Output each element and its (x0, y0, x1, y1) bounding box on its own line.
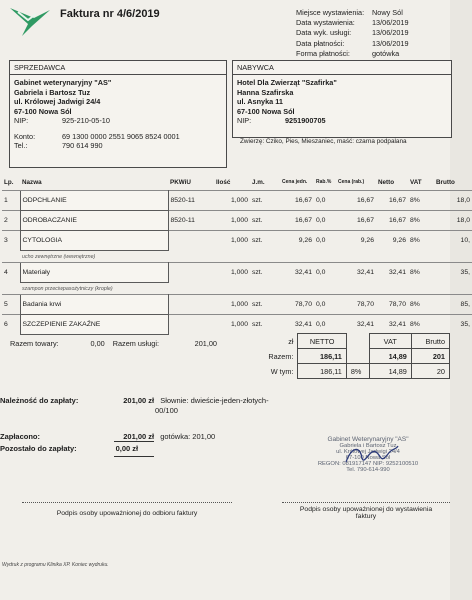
buyer-nip: NIP: 9251900705 (237, 116, 326, 125)
due-amount: 201,00 zł (123, 396, 155, 405)
clinic-stamp (312, 436, 424, 498)
table-row: 4 Materiały 1,000 szt. 32,41 0,0 32,41 32,41 8% 35, (2, 263, 472, 283)
seller-box (9, 60, 227, 168)
meta-issue-date: Data wystawienia: 13/06/2019 (296, 18, 409, 28)
col-qty: Ilość (216, 178, 231, 186)
col-netto: Netto (378, 178, 395, 186)
meta-place: Miejsce wystawienia: Nowy Sól (296, 8, 403, 17)
including-rate: 8% (346, 364, 369, 379)
including-brutto: 20 (411, 364, 449, 379)
invoice-meta (296, 8, 409, 59)
seller-owners: Gabriela i Bartosz Tuz (14, 87, 91, 97)
stamp-line: Gabriela i Bartosz Tuz (339, 443, 397, 449)
issuer-signature-caption (282, 506, 450, 520)
paid-amount: 201,00 zł (123, 432, 155, 441)
netto-header: NETTO (298, 334, 346, 349)
receiver-signature-caption: Podpis osoby upoważnionej do odbioru faktury (56, 510, 198, 517)
total-brutto: 201 (411, 349, 449, 364)
buyer-city: 67-100 Nowa Sól (237, 106, 295, 116)
table-row: 5 Badania krwi 1,000 szt. 78,70 0,0 78,70 78,70 8% 85, (2, 295, 472, 315)
stamp-line: Gabinet Weterynaryjny "AS" (327, 436, 409, 443)
remaining-label: Pozostało do zapłaty: (0, 444, 77, 453)
seller-heading: SPRZEDAWCA (10, 61, 226, 75)
stamp-line: 67-100 Nowa Sól (345, 455, 391, 461)
including-label: W tym: (270, 366, 294, 376)
issuer-caption-line2: faktury (355, 513, 377, 520)
total-vat: 14,89 (369, 349, 411, 364)
total-netto: 186,11 (298, 349, 346, 364)
handwritten-signature-icon (342, 442, 402, 468)
goods-services-totals: Razem towary: 0,00 Razem usługi: 201,00 (10, 339, 217, 348)
currency-label: zł (288, 336, 294, 346)
vat-header: VAT (369, 334, 411, 349)
table-row: 3 CYTOLOGIA 1,000 szt. 9,26 0,0 9,26 9,26 8% 10, (2, 231, 472, 251)
items-table (2, 174, 472, 335)
seller-account: Konto: 69 1300 0000 2551 9065 8524 0001 (14, 131, 180, 141)
issuer-signature-line (282, 502, 450, 503)
table-subrow: szampon przeciwpasożytniczy (krople) (22, 285, 113, 292)
col-unit: J.m. (252, 178, 265, 186)
table-row: 2 ODROBACZANIE 8520-11 1,000 szt. 16,67 0,0 16,67 16,67 8% 18,0 (2, 211, 472, 231)
col-vat: VAT (410, 178, 422, 186)
col-lp: Lp. (4, 178, 14, 186)
table-row: 1 ODPCHLANIE 8520-11 1,000 szt. 16,67 0,0 16,67 16,67 8% 18,0 (2, 191, 472, 211)
due-label: Należność do zapłaty: (0, 396, 79, 405)
seller-name: Gabinet weterynaryjny "AS" (14, 78, 112, 87)
table-row: 6 SZCZEPIENIE ZAKAŹNE 1,000 szt. 32,41 0,0 32,41 32,41 8% 35, (2, 315, 472, 335)
remaining-amount: 0,00 zł (115, 444, 139, 453)
clinic-logo-icon (8, 4, 52, 40)
invoice-title: Faktura nr 4/6/2019 (60, 8, 160, 20)
vat-summary (258, 333, 450, 379)
paid-label: Zapłacono: (0, 432, 41, 441)
stamp-line: Tel. 790-614-990 (346, 467, 390, 473)
buyer-box (232, 60, 452, 138)
stamp-line: REGON: 081917147 NIP: 9252100510 (317, 461, 419, 467)
meta-payment-date: Data płatności: 13/06/2019 (296, 38, 409, 48)
animal-note: Zwierzę: Cziko, Pies, Mieszaniec, maść: czarna podpalana (240, 138, 407, 145)
paid-method: gotówka: 201,00 (160, 432, 216, 441)
col-discount: Rab.% (316, 179, 332, 185)
including-vat: 14,89 (369, 364, 411, 379)
seller-phone: Tel.: 790 614 990 (14, 141, 103, 150)
seller-nip: NIP: 925-210-05-10 (14, 116, 110, 125)
stamp-line: ul. Królowej Jadwigi 24/4 (336, 449, 400, 455)
meta-service-date: Data wyk. usługi: 13/06/2019 (296, 28, 409, 38)
col-name: Nazwa (22, 178, 42, 186)
buyer-heading: NABYWCA (233, 61, 451, 75)
brutto-header: Brutto (411, 334, 449, 349)
buyer-street: ul. Asnyka 11 (237, 97, 283, 106)
col-price: Cena jedn. (282, 179, 308, 185)
print-footer: Wydruk z programu Klinika XP. Koniec wydruku. (2, 562, 109, 568)
amount-in-words: Słownie: dwieście-jeden-złotych- (160, 396, 269, 405)
buyer-name: Hotel Dla Zwierząt "Szafirka" (237, 78, 337, 87)
including-netto: 186,11 (298, 364, 346, 379)
seller-street: ul. Królowej Jadwigi 24/4 (14, 97, 101, 106)
col-pkwiu: PKWiU (170, 178, 191, 186)
amount-in-words-cents: 00/100 (155, 406, 178, 415)
table-header-row (2, 174, 472, 191)
table-subrow: ucho zewnętrzne (wewnętrzne) (22, 253, 96, 260)
col-price-discounted: Cena (rab.) (338, 179, 365, 185)
buyer-owner: Hanna Szafirska (237, 87, 294, 97)
col-brutto: Brutto (436, 178, 455, 186)
receiver-signature-line (22, 502, 232, 503)
issuer-caption-line1: Podpis osoby upoważnionej do wystawienia (299, 506, 433, 513)
meta-payment-form: Forma płatności: gotówka (296, 48, 400, 58)
total-label: Razem: (268, 351, 294, 361)
seller-city: 67-100 Nowa Sól (14, 106, 72, 116)
